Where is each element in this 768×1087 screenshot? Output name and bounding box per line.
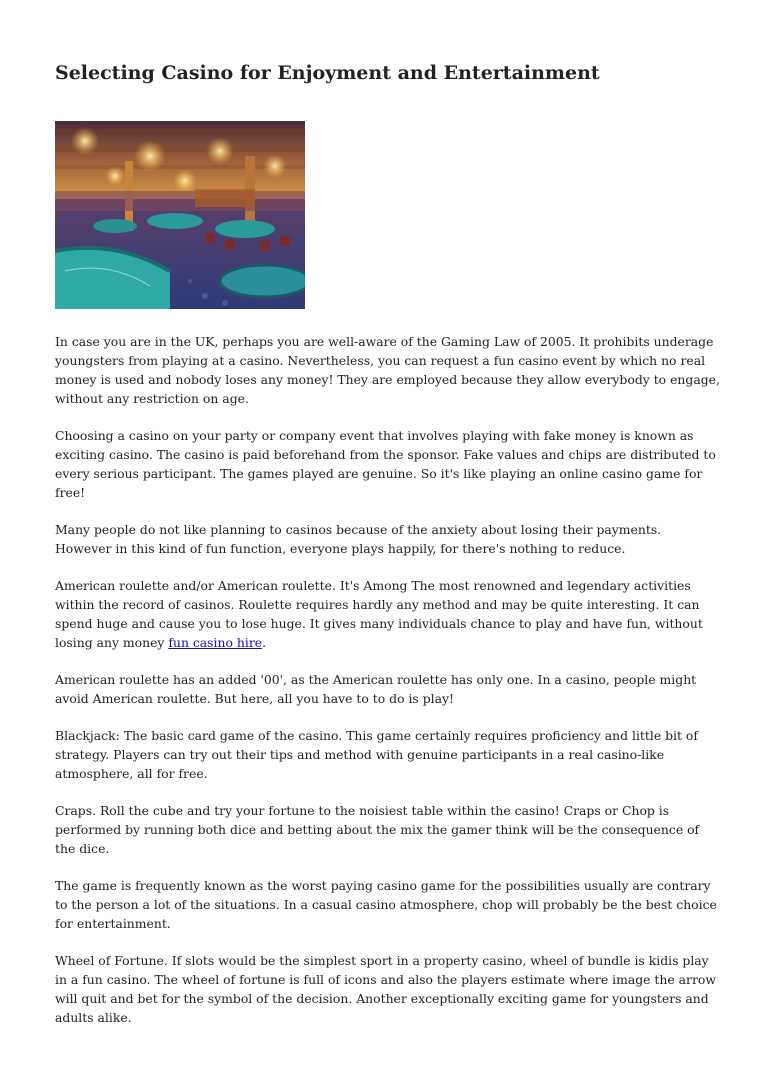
document-page: [55, 60, 720, 1045]
paragraph-american-roulette: American roulette has an added '00', as the American roulette has only one. In a casino, people might avoid American roulette. But here, all you have to to do is play!: [55, 672, 697, 706]
paragraph-uk-gaming-law: In case you are in the UK, perhaps you are well-aware of the Gaming Law of 2005. It prohibits underage youngsters from playing at a casino. Nevertheless, you can request a fun casino event by which no real money is used and nobody loses any money! They are employed because they allow everybody to engage, without any restriction on age.: [55, 334, 720, 406]
fun-casino-hire-link[interactable]: fun casino hire: [168, 635, 263, 650]
paragraph-wheel-of-fortune: Wheel of Fortune. If slots would be the simplest sport in a property casino, wheel of bundle is kidis play in a fun casino. The wheel of fortune is full of icons and also the players estimate where image the arrow will quit and bet for the symbol of the decision. Another exceptionally exciting game for youngsters and adults alike.: [55, 953, 716, 1025]
paragraph-blackjack: Blackjack: The basic card game of the casino. This game certainly requires proficiency and little bit of strategy. Players can try out their tips and method with genuine participants in a real casino-like atmosphere, all for free.: [55, 728, 698, 781]
casino-interior-photo: [55, 121, 305, 309]
article-body: [55, 332, 720, 1027]
paragraph-anxiety: Many people do not like planning to casinos because of the anxiety about losing their payments. However in this kind of fun function, everyone plays happily, for there's nothing to reduce.: [55, 522, 662, 556]
paragraph-choosing-casino: Choosing a casino on your party or company event that involves playing with fake money is known as exciting casino. The casino is paid beforehand from the sponsor. Fake values and chips are distributed to every serious participant. The games played are genuine. So it's like playing an online casino game for free!: [55, 428, 716, 500]
paragraph-worst-paying: The game is frequently known as the worst paying casino game for the possibilities usually are contrary to the person a lot of the situations. In a casual casino atmosphere, chop will probably be the best choice for entertainment.: [55, 878, 717, 931]
paragraph-roulette: [55, 576, 720, 652]
paragraph-roulette-end: .: [262, 635, 267, 650]
paragraph-roulette-text: American roulette and/or American roulette. It's Among The most renowned and legendary activities within the record of casinos. Roulette requires hardly any method and may be quite interesting. It can spend huge and cause you to lose huge. It gives many individuals chance to play and have fun, without losing any money: [55, 578, 703, 650]
page-title: Selecting Casino for Enjoyment and Entertainment: [55, 62, 600, 84]
paragraph-craps: Craps. Roll the cube and try your fortune to the noisiest table within the casino! Craps or Chop is performed by running both dice and betting about the mix the gamer think will be the consequence of the dice.: [55, 803, 700, 856]
